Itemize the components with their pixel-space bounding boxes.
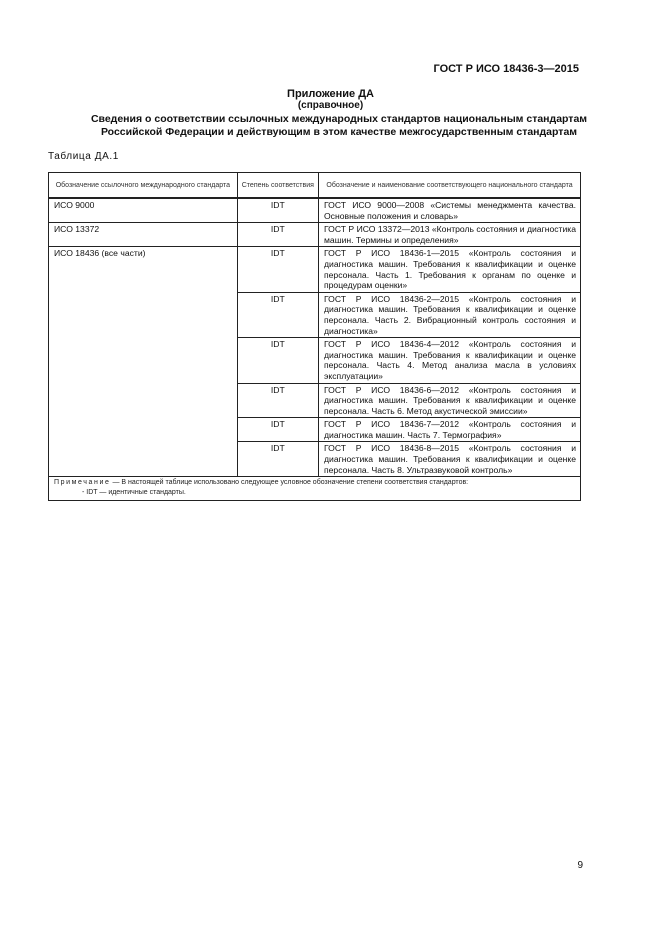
cell-degree: IDT xyxy=(237,247,318,292)
appendix-subtitle: (справочное) xyxy=(297,100,364,111)
table-note-row xyxy=(49,477,581,501)
note-item: - IDT — идентичные стандарты. xyxy=(82,488,186,496)
cell-international-standard: ИСО 9000 xyxy=(49,198,238,223)
cell-international-standard: ИСО 13372 xyxy=(49,223,238,247)
note-label: Примечание xyxy=(54,479,111,487)
page-number: 9 xyxy=(577,860,583,871)
table-row xyxy=(49,198,581,223)
cell-national-standard: ГОСТ Р ИСО 18436-2—2015 «Контроль состояния и диагностика машин. Требования к квалификации и оценке персонала. Часть 2. Вибрационный контроль состояния и диагностика» xyxy=(319,292,581,337)
header-national-standard: Обозначение и наименование соответствующего национального стандарта xyxy=(319,173,581,199)
cell-national-standard: ГОСТ Р ИСО 13372—2013 «Контроль состояния и диагностика машин. Термины и определения» xyxy=(319,223,581,247)
appendix-heading-line-2: Российской Федерации и действующим в этом качестве межгосударственным стандартам xyxy=(100,126,578,138)
note-text: — В настоящей таблице использовано следующее условное обозначение степени соответствия стандартов: xyxy=(110,479,469,487)
appendix-heading-line-1: Сведения о соответствии ссылочных международных стандартов национальным стандартам xyxy=(90,113,588,125)
cell-national-standard: ГОСТ Р ИСО 18436-6—2012 «Контроль состояния и диагностика машин. Требования к квалификации и оценке персонала. Часть 6. Метод акустической эмиссии» xyxy=(319,383,581,418)
cell-national-standard: ГОСТ Р ИСО 18436-8—2015 «Контроль состояния и диагностика машин. Требования к квалификации и оценке персонала. Часть 8. Ультразвуковой контроль» xyxy=(319,442,581,477)
cell-degree: IDT xyxy=(237,292,318,337)
table-header-row xyxy=(49,173,581,199)
cell-degree: IDT xyxy=(237,223,318,247)
header-international-standard: Обозначение ссылочного международного стандарта xyxy=(49,173,238,199)
table-row xyxy=(49,247,581,292)
cell-national-standard: ГОСТ Р ИСО 18436-1—2015 «Контроль состояния и диагностика машин. Требования к квалификации и оценке персонала. Часть 1. Требования к органам по оценке и процедурам оценки» xyxy=(319,247,581,292)
cell-national-standard: ГОСТ ИСО 9000—2008 «Системы менеджмента качества. Основные положения и словарь» xyxy=(319,198,581,223)
table-note xyxy=(49,477,581,501)
cell-degree: IDT xyxy=(237,418,318,442)
appendix-heading xyxy=(48,113,630,139)
document-code: ГОСТ Р ИСО 18436-3—2015 xyxy=(433,63,579,75)
cell-degree: IDT xyxy=(237,383,318,418)
note-paragraph xyxy=(54,478,575,488)
table-caption: Таблица ДА.1 xyxy=(48,151,119,162)
header-degree: Степень соответствия xyxy=(237,173,318,199)
appendix-title: Приложение ДА xyxy=(287,88,374,100)
cell-degree: IDT xyxy=(237,338,318,383)
cell-international-standard: ИСО 18436 (все части) xyxy=(49,247,238,477)
table-row xyxy=(49,223,581,247)
cell-degree: IDT xyxy=(237,442,318,477)
cell-national-standard: ГОСТ Р ИСО 18436-7—2012 «Контроль состояния и диагностика машин. Часть 7. Термография» xyxy=(319,418,581,442)
correspondence-table xyxy=(48,172,581,501)
cell-degree: IDT xyxy=(237,198,318,223)
cell-national-standard: ГОСТ Р ИСО 18436-4—2012 «Контроль состояния и диагностика машин. Требования к квалификации и оценке персонала. Часть 4. Метод анализа масла в условиях эксплуатации» xyxy=(319,338,581,383)
